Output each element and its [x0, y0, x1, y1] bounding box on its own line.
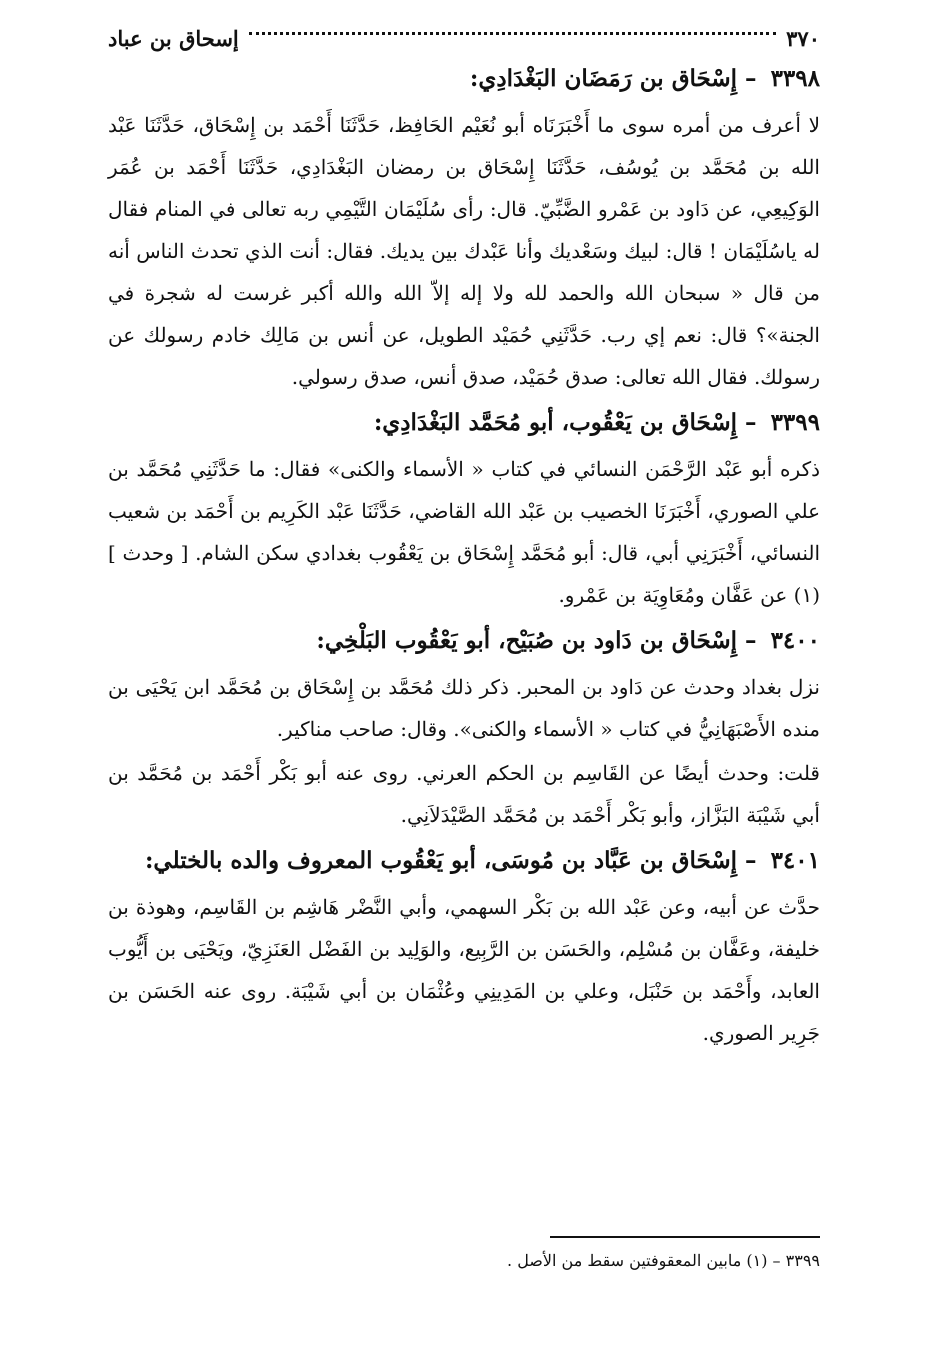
entry-number: ٣٤٠٠	[770, 627, 820, 654]
entry-3398	[108, 62, 820, 398]
entry-paragraph: نزل بغداد وحدث عن دَاود بن المحبر. ذكر ذلك مُحَمَّد بن إِسْحَاق بن مُحَمَّد ابن يَحْيَى بن منده الأَصْبَهَانِيُّ في كتاب « الأسماء والكنى». وقال: صاحب مناكير.	[108, 675, 820, 741]
entry-3401	[108, 844, 820, 1054]
entry-title: – إِسْحَاق بن عَبَّاد بن مُوسَى، أبو يَعْقُوب المعروف والده بالختلي:	[144, 847, 757, 874]
entry-paragraph: قلت: وحدث أيضًا عن القَاسِم بن الحكم العرني. روى عنه أبو بَكْر أَحْمَد بن مُحَمَّد بن أبي شَيْبَة البَزَّاز، وأبو بَكْر أَحْمَد بن مُحَمَّد الصَّيْدَلاَنِي.	[108, 761, 820, 827]
footnote-separator	[550, 1236, 820, 1238]
header-dotted-leader	[249, 32, 776, 35]
entry-number: ٣٤٠١	[770, 847, 820, 874]
entry-number: ٣٣٩٨	[770, 65, 820, 92]
footnote: ٣٣٩٩ – (١) مابين المعقوفتين سقط من الأصل .	[507, 1251, 820, 1270]
entry-3399	[108, 406, 820, 616]
entry-title: – إِسْحَاق بن دَاود بن صُبَيْح، أبو يَعْقُوب البَلْخِي:	[316, 627, 757, 654]
entry-paragraph: ذكره أبو عَبْد الرَّحْمَن النسائي في كتاب « الأسماء والكنى» فقال: ما حَدَّثَنِي مُحَمَّد بن علي الصوري، أَخْبَرَنَا الخصيب بن عَبْد الله القاضي، حَدَّثَنَا عَبْد الكَرِيم بن أَحْمَد بن شعيب النسائي، أَخْبَرَنِي أبي، قال: أبو مُحَمَّد إِسْحَاق بن يَعْقُوب بغدادي سكن الشام. [ وحدث ] (١) عن عَفَّان ومُعَاوِيَة بن عَمْرو.	[108, 457, 820, 607]
entry-paragraph: حدَّث عن أبيه، وعن عَبْد الله بن بَكْر السهمي، وأبي النَّضْر هَاشِم بن القَاسِم، وهوذة بن خليفة، وعَفَّان بن مُسْلِم، والحَسَن بن الرَّبِيع، والوَلِيد بن الفَضْل العَنَزِيّ، ويَحْيَى بن أَيُّوب العابد، وأَحْمَد بن حَنْبَل، وعلي بن المَدِينِي وعُثْمَان بن أبي شَيْبَة. روى عنه الحَسَن بن جَرِير الصوري.	[108, 895, 820, 1045]
entry-paragraph: لا أعرف من أمره سوى ما أَخْبَرَنَاه أبو نُعَيْم الحَافِظ، حَدَّثَنَا أَحْمَد بن إِسْحَاق، حَدَّثَنَا عَبْد الله بن مُحَمَّد بن يُوسُف، حَدَّثَنَا إِسْحَاق بن رمضان البَغْدَادِي، حَدَّثَنَا أَحْمَد بن عُمَر الوَكِيعِي، عن دَاود بن عَمْرو الضَّبِّيّ. قال: رأى سُلَيْمَان التَّيْمِي ربه تعالى في المنام فقال له ياسُلَيْمَان ! قال: لبيك وسَعْديك وأنا عَبْدك بين يديك. فقال: أنت الذي تحدث الناس أنه من قال « سبحان الله والحمد لله ولا إله إلاّ الله والله أكبر غرست له شجرة في الجنة»؟ قال: نعم إي رب. حَدَّثَنِي حُمَيْد الطويل، عن أنس بن مَالِك خادم رسولك عن رسولك. فقال الله تعالى: صدق حُمَيْد، صدق أنس، صدق رسولي.	[108, 113, 820, 389]
entry-heading	[108, 406, 820, 440]
running-title: إسحاق بن عباد	[108, 26, 239, 51]
entry-number: ٣٣٩٩	[770, 409, 820, 436]
entry-3400	[108, 624, 820, 836]
book-page	[108, 24, 820, 1270]
entry-heading	[108, 844, 820, 878]
running-header	[108, 24, 820, 54]
entry-title: – إِسْحَاق بن رَمَضَان البَغْدَادِي:	[469, 65, 757, 92]
entry-heading	[108, 624, 820, 658]
entry-title: – إِسْحَاق بن يَعْقُوب، أبو مُحَمَّد البَغْدَادِي:	[373, 409, 757, 436]
entry-heading	[108, 62, 820, 96]
page-number: ٣٧٠	[786, 26, 820, 51]
